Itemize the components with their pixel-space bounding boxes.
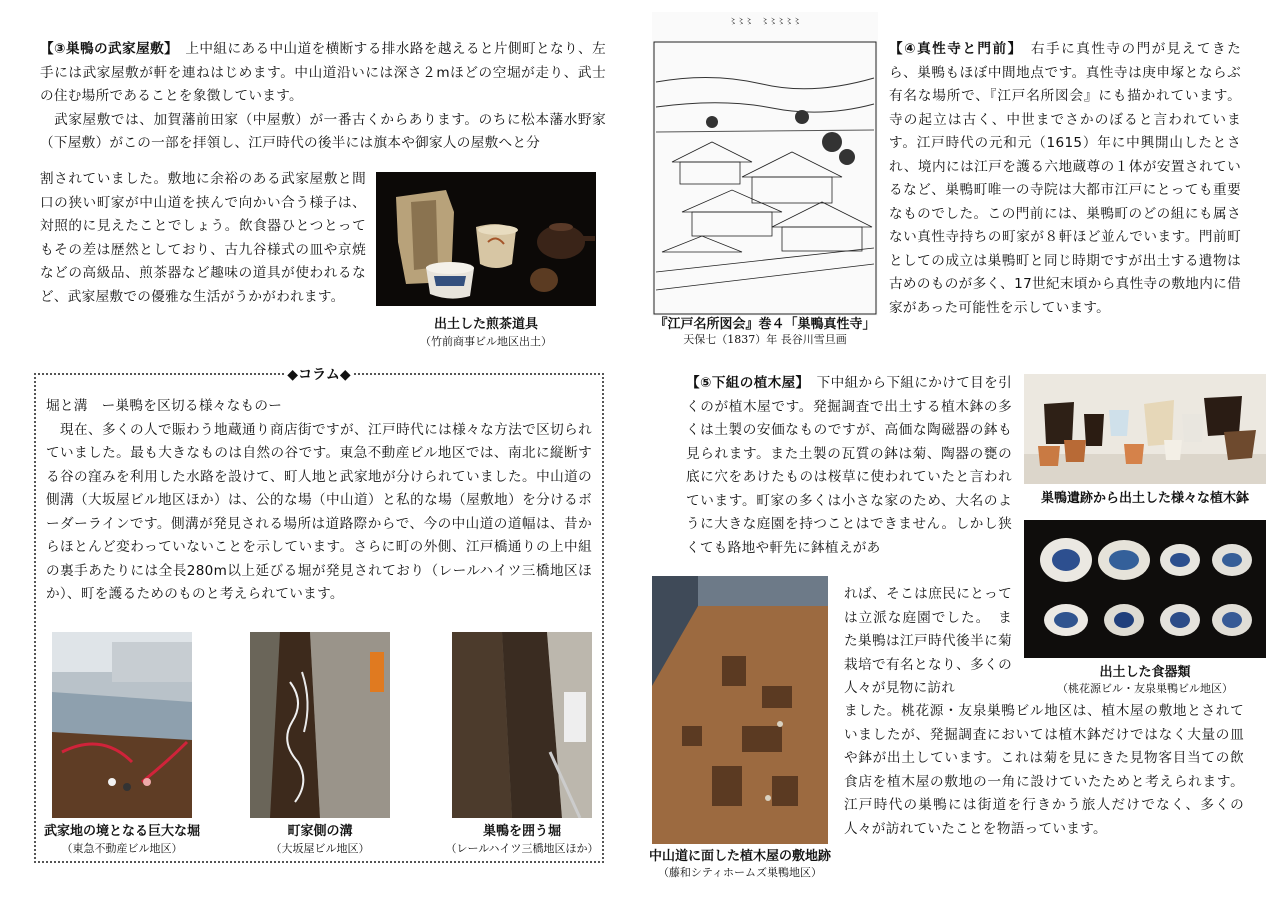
section-3-paragraph-1 [40,38,606,109]
section-5-paragraph-b: れば、そこは庶民にとっては立派な庭園でした。 また巣鴨は江戸時代後半に菊栽培で有名となり、多くの人々が見物に訪れ [844,586,1012,696]
planter-site-caption: 中山道に面した植木屋の敷地跡 [648,849,831,864]
section-4-text-head: 右手に真性寺の門が見えてきたら、巣鴨もほぼ中間地点です。真性寺は庚申塚となら [889,41,1241,81]
section-5-middle-text [844,583,1012,701]
section-5-text-a: を引くのが植木屋です。発掘調査で出土する植木鉢の多くは土製の安価なものですが、高価な陶磁器の鉢も見られます。また土製の瓦質の鉢は菊、陶器の甕の底に穴をあけたものは桜草に使われていたと言われています。町家の多くは小さな家のため、大名のように大きな庭園を持つことはできません。しかし狭くても路地や軒先に鉢植えがあ [686,375,1012,556]
edo-meisho-zue-print [652,12,878,316]
planters-caption: 巣鴨遺跡から出土した様々な植木鉢 [1040,491,1249,506]
section-4-paragraph [889,38,1241,320]
planter-site-subcaption: （藤和シティホームズ巣鴨地区） [657,866,823,879]
tableware-photo [1024,520,1266,658]
section-5-top-text [686,372,1012,560]
column-subtitle: 堀と溝 ー巣鴨を区切る様々なものー [46,398,283,414]
print-caption: 『江戸名所図会』巻４「巣鴨真性寺」 [654,317,876,332]
tea-utensils-caption: 出土した煎茶道具 [433,317,538,332]
section-5-paragraph-c: ました。桃花源・友泉巣鴨ビル地区は、植木屋の敷地とされていましたが、発掘調査においては植木鉢だけではなく大量の皿や鉢が出土しています。これは菊を見にきた見物客目当ての飲食店を植木屋の敷地の一角に設けていたためと考えられます。江戸時代の巣鴨には街道を行きかう旅人だけでなく、多くの人々が訪れていたことを物語っています。 [844,703,1244,837]
column-photo-1-subcaption: （東急不動産ビル地区） [61,842,183,855]
tableware-subcaption: （桃花源ビル・友泉巣鴨ビル地区） [1057,682,1233,695]
section-3-heading: 【③巣鴨の武家屋敷】 [40,41,172,57]
column-photo-3-subcaption: （レールハイツ三橋地区ほか） [445,842,599,855]
tea-utensils-photo [376,172,596,306]
tea-utensils-subcaption: （竹前商事ビル地区出土） [420,335,552,348]
tableware-caption: 出土した食器類 [1099,665,1191,680]
section-4-text: ぶ有名な場所で、『江戸名所図会』にも描かれています。寺の起立は古く、中世までさかのぼると言われています。江戸時代の元和元（1615）年に中興開山したとされ、境内には江戸を護る六地蔵尊の１体が安置されているなど、巣鴨町唯一の寺院は大都市江戸にとっても重要なものでした。この門前には、巣鴨町のどの組にも属さない真性寺持ちの町家が８軒ほど並んでいます。門前町としての成立は巣鴨町と同じ時期ですが出土する遺物は古めのものが多く、17世紀末頃から真性寺の敷地内に借家があった可能性を示しています。 [889,64,1241,316]
section-5-bottom-text [844,700,1244,841]
column-photo-2 [250,632,390,818]
section-4-block [889,38,1241,320]
column-photo-2-subcaption: （大坂屋ビル地区） [270,842,370,855]
section-5-heading: 【⑤下組の植木屋】 [686,375,803,391]
column-body: 現在、多くの人で賑わう地蔵通り商店街ですが、江戸時代には様々な方法で区切られていました。最も大きなものは自然の谷です。東急不動産ビル地区では、南北に縦断する谷の窪みを利用した水路を設けて、町人地と武家地が分けられていました。中山道の側溝（大坂屋ビル地区ほか）は、公的な場（中山道）と私的な場（屋敷地）を分けるボーダーラインです。側溝が発見される場所は道路際からで、今の中山道の道幅は、昔からほとんど変わっていないことを示しています。さらに町の外側、江戸橋通りの上中組の裏手あたりには全長280m以上延びる堀が発見されており（レールハイツ三橋地区ほか）、町を護るためのものと考えられています。 [46,421,592,602]
planter-site-photo [652,576,828,844]
section-5-paragraph-a [686,372,1012,560]
section-3-text-1: 上中組にある中山道を横断する排水路を越えると片側町となり、左手には武家屋敷が軒を連ねはじめます。中山道沿いには深さ２mほどの空堀が走り、武士の住む場所であることを象徴しています。 [40,41,606,104]
column-label: ◆コラム◆ [284,364,354,384]
svg-text:〻〻〻 〻〻〻〻〻: 〻〻〻 〻〻〻〻〻 [729,17,801,26]
column-photo-3 [452,632,592,818]
planters-photo [1024,374,1266,484]
section-3-paragraph-2: 武家屋敷では、加賀藩前田家（中屋敷）が一番古くからあります。のちに松本藩水野家（下屋敷）がこの一部を拝領し、江戸時代の後半には旗本や御家人の屋敷へと分 [40,111,606,151]
column-photo-2-caption: 町家側の溝 [287,824,353,839]
column-photo-1 [52,632,192,818]
section-4-heading: 【④真性寺と門前】 [889,41,1016,57]
section-3-paragraph-3: 割されていました。敷地に余裕のある武家屋敷と間口の狭い町家が中山道を挟んで向かい合う様子は、対照的に見えたことでしょう。飲食器ひとつとってもその差は歴然としており、古九谷様式の皿や京焼などの高級品、煎茶器など趣味の道具が使われるなど、武家屋敷での優雅な生活がうかがわれます。 [40,171,366,305]
section-5-text-head: 下中組から下組にかけて目 [802,375,985,391]
column-photo-1-caption: 武家地の境となる巨大な堀 [43,824,200,839]
column-photo-3-caption: 巣鴨を囲う堀 [482,824,561,839]
print-subcaption: 天保七（1837）年 長谷川雪旦画 [683,333,847,346]
section-3-wrap-text [40,168,366,309]
column-text-block [46,395,592,607]
section-3-block [40,38,606,156]
